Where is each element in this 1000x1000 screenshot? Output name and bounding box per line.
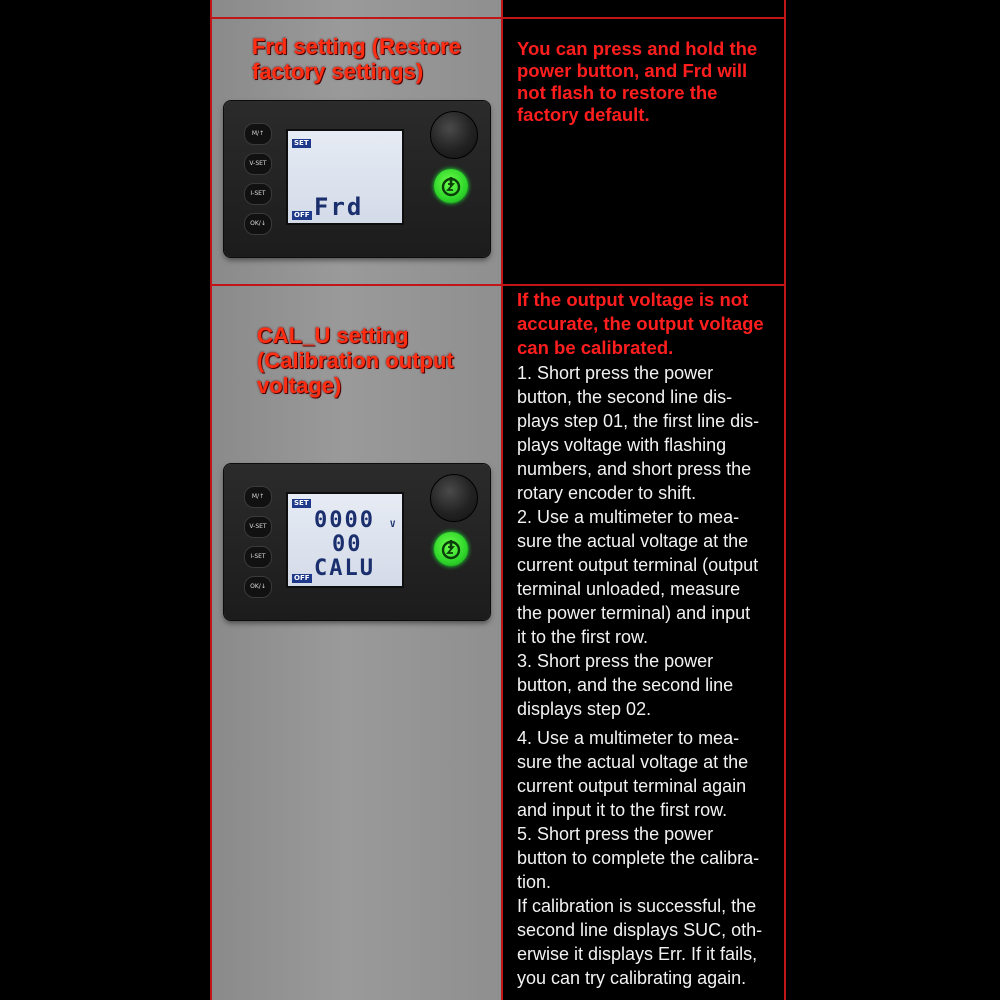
step-line: rotary encoder to shift. [517, 483, 697, 503]
ok-down-button: OK/↓ [244, 576, 272, 598]
lcd-line2: 00 [332, 532, 363, 557]
step-line: 3. Short press the power [517, 651, 714, 671]
cal-heading-line3: voltage) [257, 373, 342, 398]
step-line: numbers, and short press the [517, 459, 752, 479]
frd-desc-line: power button, and Frd will [517, 60, 748, 81]
step-line: 2. Use a multimeter to mea- [517, 507, 740, 527]
ok-down-button: OK/↓ [244, 213, 272, 235]
m-up-button: M/↑ [244, 486, 272, 508]
cal-heading-line2: (Calibration output [257, 348, 454, 373]
cal-intro-line: If the output voltage is not [517, 289, 749, 310]
frd-desc-line: not flash to restore the [517, 82, 718, 103]
frd-device-image [224, 101, 490, 257]
lcd-line3: Frd [314, 193, 364, 221]
frd-desc-line: You can press and hold the [517, 38, 758, 59]
step-line: tion. [517, 872, 552, 892]
m-up-button: M/↑ [244, 123, 272, 145]
step-line: 4. Use a multimeter to mea- [517, 728, 740, 748]
set-badge: SET [294, 499, 309, 507]
rotary-knob-icon [430, 111, 478, 159]
i-set-button: I-SET [244, 183, 272, 205]
i-set-button: I-SET [244, 546, 272, 568]
cal-steps-block2 [517, 726, 762, 990]
cal-intro [517, 288, 764, 360]
step-line: displays step 02. [517, 699, 652, 719]
step-line: plays step 01, the first line dis- [517, 411, 760, 431]
step-line: button to complete the calibra- [517, 848, 760, 868]
step-line: sure the actual voltage at the [517, 531, 749, 551]
section-divider [212, 284, 786, 286]
frd-heading [252, 34, 461, 84]
frd-heading-line2: factory settings) [252, 59, 424, 84]
off-badge: OFF [294, 574, 310, 582]
lcd-screen [286, 492, 404, 588]
power-icon [434, 532, 468, 566]
v-set-button: V-SET [244, 516, 272, 538]
set-badge: SET [294, 139, 309, 147]
off-badge: OFF [294, 211, 310, 219]
step-line: terminal unloaded, measure [517, 579, 741, 599]
power-icon [434, 169, 468, 203]
lcd-unit: V [390, 520, 396, 530]
cal-device-image [224, 464, 490, 620]
top-row-divider [212, 17, 786, 19]
middle-divider [501, 0, 503, 1000]
frd-heading-line1: Frd setting (Restore [252, 34, 462, 59]
step-line: erwise it displays Err. If it fails, [517, 944, 758, 964]
right-divider [784, 0, 786, 1000]
step-line: second line displays SUC, oth- [517, 920, 763, 940]
lcd-screen [286, 129, 404, 225]
lcd-line3: CALU [314, 556, 375, 581]
cal-steps-block1 [517, 361, 759, 721]
v-set-button: V-SET [244, 153, 272, 175]
rotary-knob-icon [430, 474, 478, 522]
step-line: and input it to the first row. [517, 800, 728, 820]
cal-heading [257, 323, 454, 398]
step-line: button, and the second line [517, 675, 734, 695]
step-line: 1. Short press the power [517, 363, 714, 383]
step-line: it to the first row. [517, 627, 649, 647]
step-line: 5. Short press the power [517, 824, 714, 844]
step-line: the power terminal) and input [517, 603, 751, 623]
cal-intro-line: can be calibrated. [517, 337, 674, 358]
step-line: sure the actual voltage at the [517, 752, 749, 772]
step-line: If calibration is successful, the [517, 896, 757, 916]
step-line: current output terminal again [517, 776, 747, 796]
cal-intro-line: accurate, the output voltage [517, 313, 764, 334]
frd-description [517, 38, 757, 126]
left-divider [210, 0, 212, 1000]
step-line: plays voltage with flashing [517, 435, 727, 455]
step-line: current output terminal (output [517, 555, 759, 575]
step-line: you can try calibrating again. [517, 968, 747, 988]
step-line: button, the second line dis- [517, 387, 733, 407]
frd-desc-line: factory default. [517, 104, 650, 125]
lcd-line1: 0000 [314, 508, 375, 533]
cal-heading-line1: CAL_U setting [257, 323, 409, 348]
